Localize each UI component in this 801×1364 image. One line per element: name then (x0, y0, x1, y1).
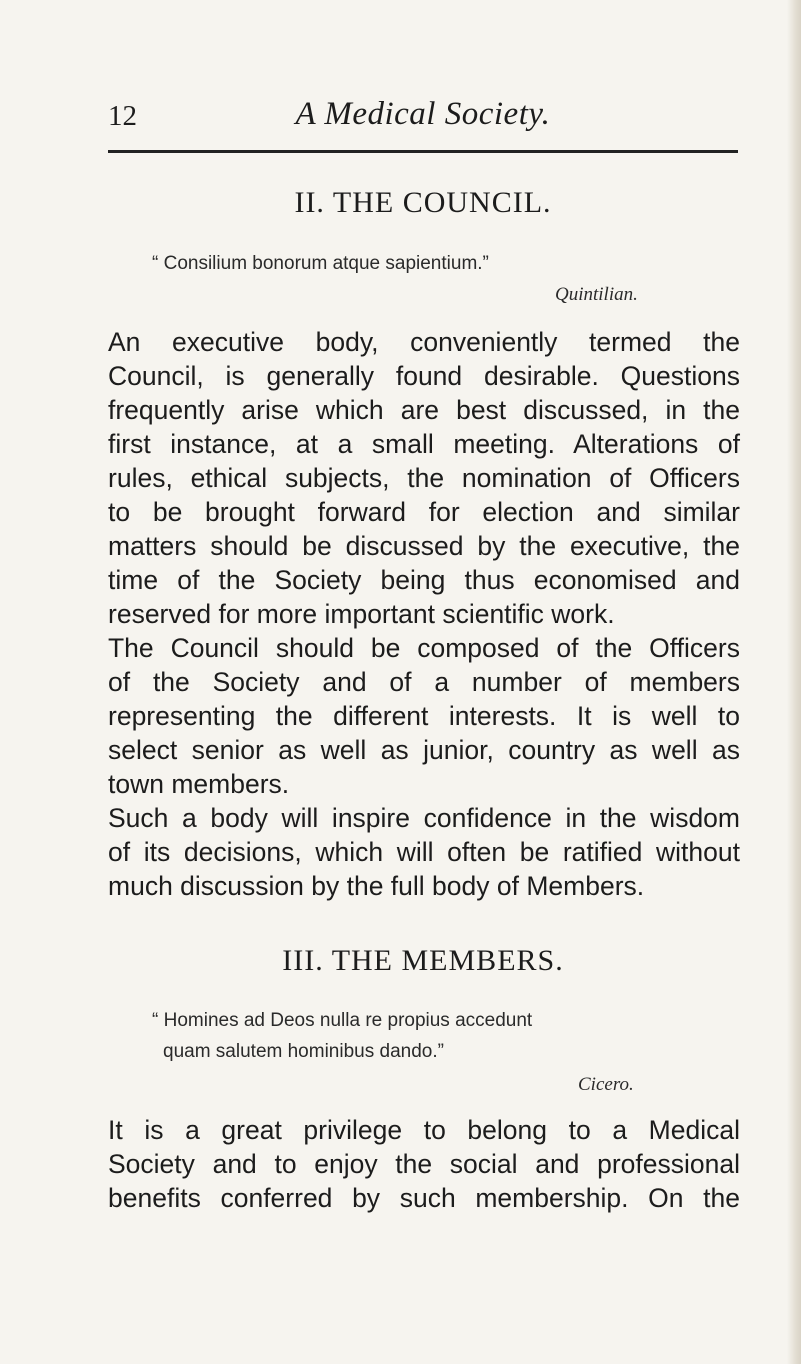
section-heading-members: III. THE MEMBERS. (282, 944, 564, 977)
text-line: to be brought forward for election and similar (108, 497, 740, 527)
text-line: The Council should be composed of the Officers (108, 633, 740, 663)
text-line: matters should be discussed by the executive, the (108, 531, 740, 561)
epigraph-members-line-2: quam salutem hominibus dando.” (163, 1041, 444, 1062)
text-line: rules, ethical subjects, the nomination of Officers (108, 463, 740, 493)
text-line: much discussion by the full body of Members. (108, 871, 645, 901)
epigraph-author-members: Cicero. (578, 1074, 634, 1095)
running-title: A Medical Society. (295, 96, 551, 132)
text-line: first instance, at a small meeting. Alterations of (108, 429, 740, 459)
text-line: An executive body, conveniently termed the (108, 327, 740, 357)
epigraph-author-council: Quintilian. (555, 284, 638, 305)
text-line: frequently arise which are best discussed, in the (108, 395, 740, 425)
section-heading-council: II. THE COUNCIL. (294, 186, 552, 219)
text-line: select senior as well as junior, country as well as (108, 735, 740, 765)
text-line: Council, is generally found desirable. Questions (108, 361, 740, 391)
text-line: time of the Society being thus economised and (108, 565, 740, 595)
header-rule (108, 150, 738, 153)
text-line: benefits conferred by such membership. On the (108, 1183, 740, 1213)
text-line: representing the different interests. It is well to (108, 701, 740, 731)
page-edge-shadow (787, 0, 801, 1364)
text-line: It is a great privilege to belong to a Medical (108, 1115, 740, 1145)
text-line: Society and to enjoy the social and professional (108, 1149, 740, 1179)
text-line: town members. (108, 769, 290, 799)
running-head (108, 96, 738, 142)
text-line: of its decisions, which will often be ratified without (108, 837, 740, 867)
text-line: Such a body will inspire confidence in the wisdom (108, 803, 740, 833)
epigraph-council: “ Consilium bonorum atque sapientium.” (152, 253, 489, 274)
epigraph-members-line-1: “ Homines ad Deos nulla re propius accedunt (152, 1010, 533, 1031)
page-number: 12 (108, 100, 137, 132)
text-line: of the Society and of a number of members (108, 667, 740, 697)
text-line: reserved for more important scientific work. (108, 599, 615, 629)
